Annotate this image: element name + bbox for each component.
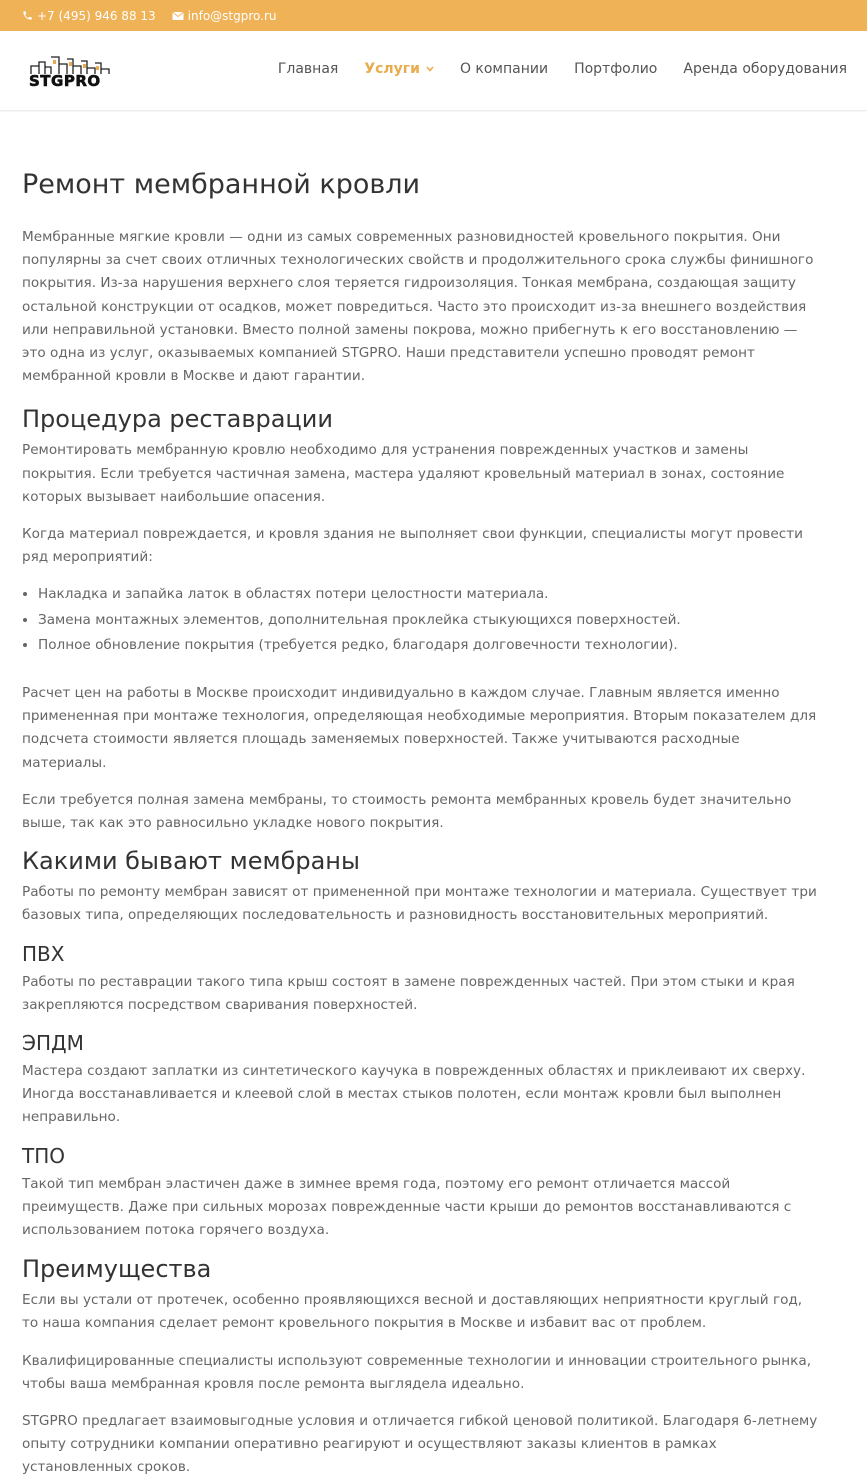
paragraph: Если вы устали от протечек, особенно проявляющихся весной и доставляющих неприятности круглый год, то наша компания сделает ремонт кровельного покрытия в Москве и избавит вас от проблем. xyxy=(22,1292,803,1332)
top-info-bar xyxy=(0,0,867,31)
section-title-restoration: Процедура реставрации xyxy=(22,405,333,434)
nav-item-about[interactable] xyxy=(460,61,548,77)
main-navigation xyxy=(252,61,847,77)
logo-text: STGPRO xyxy=(29,72,101,90)
subsection-title-epdm: ЭПДМ xyxy=(22,1030,84,1055)
paragraph: STGPRO предлагает взаимовыгодные условия и отличается гибкой ценовой политикой. Благодаря 6-летнему опыту сотрудники компании оперативно реагируют и осуществляют заказы клиентов в рамках установленных сроков. xyxy=(22,1413,818,1476)
list-item: • Замена монтажных элементов, дополнительная проклейка стыкующихся поверхностей. xyxy=(38,608,822,634)
nav-item-portfolio[interactable] xyxy=(574,61,657,77)
subsection-title-tpo: ТПО xyxy=(22,1143,65,1168)
intro-paragraph: Мембранные мягкие кровли — одни из самых современных разновидностей кровельного покрытия. Они популярны за счет своих отличных технологических свойств и продолжительного срока службы финишного покрытия. Из-за нарушения верхнего слоя теряется гидроизоляция. Тонкая мембрана, создающая защиту остальной конструкции от осадков, может повредиться. Часто это происходит из-за внешнего воздействия или неправильной установки. Вместо полной замены покрова, можно прибегнуть к его восстановлению — это одна из услуг, оказываемых компанией STGPRO. Наши представители успешно проводят ремонт мембранной кровли в Москве и дают гарантии. xyxy=(22,229,814,385)
paragraph: Расчет цен на работы в Москве происходит индивидуально в каждом случае. Главным является именно примененная при монтаже технология, определяющая необходимые мероприятия. Вторым показателем для подсчета стоимости является площадь заменяемых поверхностей. Также учитываются расходные материалы. xyxy=(22,684,817,771)
nav-item-services[interactable] xyxy=(364,61,434,77)
paragraph: Когда материал повреждается, и кровля здания не выполняет свои функции, специалисты могут провести ряд мероприятий: xyxy=(22,526,803,566)
section-title-advantages: Преимущества xyxy=(22,1255,212,1284)
nav-item-label: О компании xyxy=(459,61,549,77)
phone-icon xyxy=(22,10,33,21)
phone-contact[interactable] xyxy=(22,9,156,23)
email-contact[interactable] xyxy=(172,9,277,23)
paragraph: Такой тип мембран эластичен даже в зимнее время года, поэтому его ремонт отличается массой преимуществ. Даже при сильных морозах поврежденные части крыши до ремонтов восстанавливаются с использованием потока горячего воздуха. xyxy=(22,1175,792,1238)
list-item: • Полное обновление покрытия (требуется редко, благодаря долговечности технологии). xyxy=(38,633,822,659)
nav-item-label: Главная xyxy=(277,61,339,77)
paragraph: Работы по реставрации такого типа крыш состоят в замене поврежденных частей. При этом стыки и края закрепляются посредством сваривания поверхностей. xyxy=(22,973,795,1013)
paragraph: Если требуется полная замена мембраны, то стоимость ремонта мембранных кровель будет значительно выше, так как это равносильно укладке нового покрытия. xyxy=(22,791,792,831)
nav-item-label: Услуги xyxy=(364,61,420,77)
nav-item-label: Аренда оборудования xyxy=(683,61,847,77)
email-address: info@stgpro.ru xyxy=(187,8,277,23)
subsection-title-pvc: ПВХ xyxy=(22,941,65,966)
nav-item-label: Портфолио xyxy=(574,61,658,77)
envelope-icon xyxy=(172,11,184,21)
section-title-membrane-types: Какими бывают мембраны xyxy=(22,847,360,876)
nav-item-equipment-rental[interactable] xyxy=(683,61,847,77)
article-content xyxy=(22,110,822,1480)
chevron-down-icon xyxy=(426,66,434,72)
paragraph: Мастера создают заплатки из синтетического каучука в поврежденных областях и приклеивают их сверху. Иногда восстанавливается и клеевой слой в местах стыков полотен, если монтаж кровли был выполнен неправильно. xyxy=(22,1062,806,1126)
phone-number: +7 (495) 946 88 13 xyxy=(37,8,156,23)
site-header xyxy=(0,31,867,111)
paragraph: Квалифицированные специалисты используют современные технологии и инновации строительного рынка, чтобы ваша мембранная кровля после ремонта выглядела идеально. xyxy=(22,1352,812,1392)
paragraph: Ремонтировать мембранную кровлю необходимо для устранения поврежденных участков и замены покрытия. Если требуется частичная замена, мастера удаляют кровельный материал в зонах, состояние которых вызывает наибольшие опасения. xyxy=(22,442,785,505)
paragraph: Работы по ремонту мембран зависят от примененной при монтаже технологии и материала. Существует три базовых типа, определяющих последовательность и разновидность восстановительных мероприятий. xyxy=(22,884,817,924)
list-item: • Накладка и запайка латок в областях потери целостности материала. xyxy=(38,582,822,608)
nav-item-home[interactable] xyxy=(278,61,338,77)
page-title: Ремонт мембранной кровли xyxy=(22,169,421,200)
site-logo[interactable] xyxy=(29,53,127,89)
restoration-list xyxy=(22,582,822,659)
